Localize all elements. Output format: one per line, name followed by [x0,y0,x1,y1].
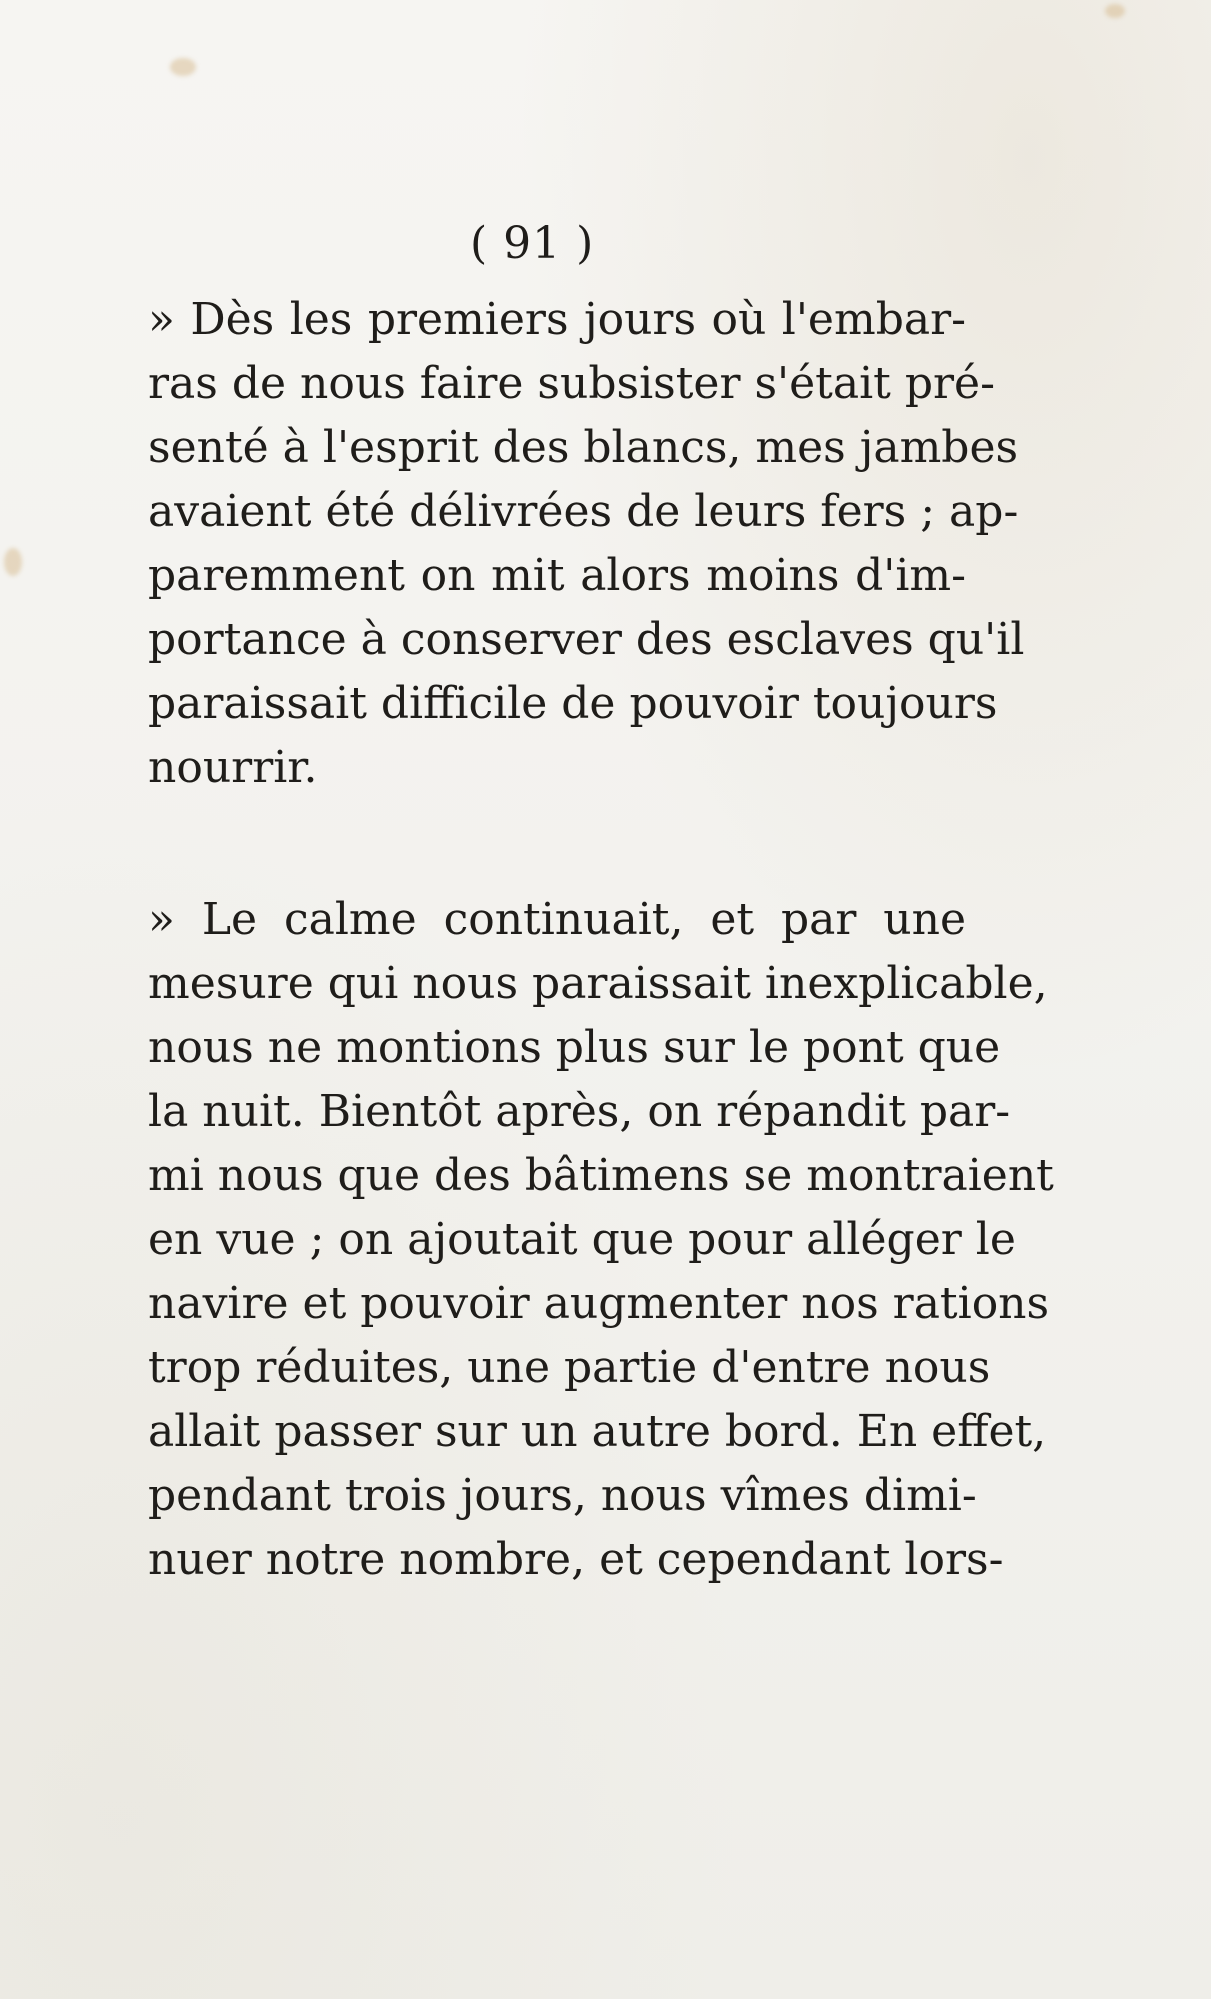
paper-stain [170,58,196,76]
paper-stain [1105,4,1125,18]
paragraph-1 [148,288,1025,800]
text-line: ras de nous faire subsister s'était pré- [148,358,995,409]
text-line: pendant trois jours, nous vîmes dimi- [148,1470,977,1521]
text-line: portance à conserver des esclaves qu'il [148,614,1025,665]
text-line: avaient été délivrées de leurs fers ; ap- [148,486,1019,537]
text-line: mesure qui nous paraissait inexplicable, [148,958,1048,1009]
text-line: nuer notre nombre, et cependant lors- [148,1534,1004,1585]
text-line: paraissait difficile de pouvoir toujours [148,678,998,729]
text-line: navire et pouvoir augmenter nos rations [148,1278,1050,1329]
body-text [148,288,1054,1592]
text-line: mi nous que des bâtimens se montraient [148,1150,1054,1201]
text-line: la nuit. Bientôt après, on répandit par- [148,1086,1011,1137]
text-line: en vue ; on ajoutait que pour alléger le [148,1214,1016,1265]
paragraph-gap [148,800,966,888]
page-number: ( 91 ) [470,218,595,269]
paragraph-2 [148,888,1054,1592]
text-line: senté à l'esprit des blancs, mes jambes [148,422,1019,473]
text-line: trop réduites, une partie d'entre nous [148,1342,991,1393]
text-line: » Dès les premiers jours où l'embar- [148,294,966,345]
text-line: nous ne montions plus sur le pont que [148,1022,1001,1073]
text-line: allait passer sur un autre bord. En effet, [148,1406,1047,1457]
paper-stain [4,548,22,576]
text-line: » Le calme continuait, et par une [148,894,966,945]
text-line: paremment on mit alors moins d'im- [148,550,966,601]
text-line: nourrir. [148,742,318,793]
